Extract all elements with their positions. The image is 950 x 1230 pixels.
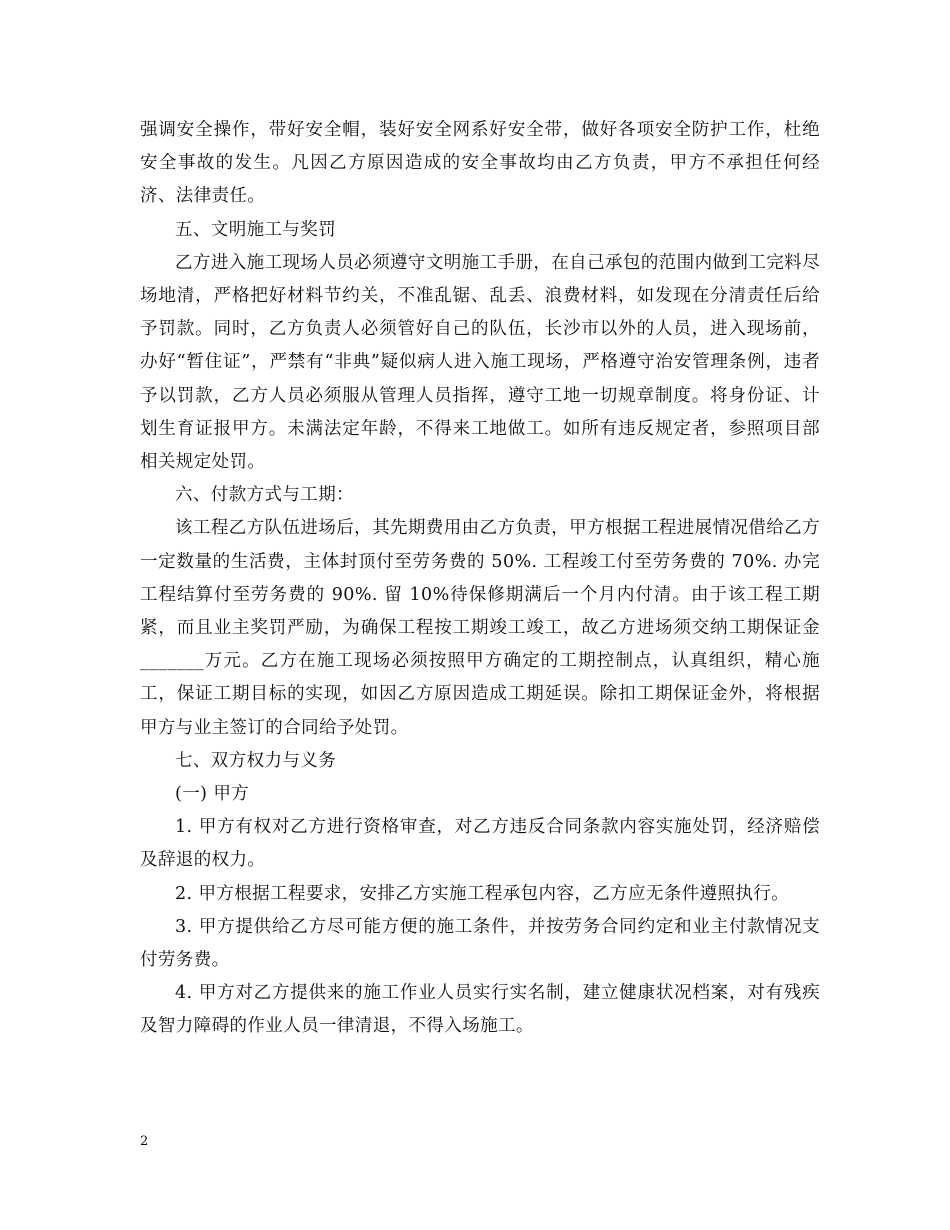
clause-1: 1. 甲方有权对乙方进行资格审查，对乙方违反合同条款内容实施处罚，经济赔偿及辞退的权力。 — [140, 817, 820, 871]
page-number: 2 — [140, 1134, 149, 1149]
paragraph-civilized-construction: 乙方进入施工现场人员必须遵守文明施工手册，在自己承包的范围内做到工完料尽场地清，严格把好材料节约关，不准乱锯、乱丢、浪费材料，如发现在分清责任后给予罚款。同时，乙方负责人必须管好自己的队伍，长沙市以外的人员，进入现场前，办好“暂住证”，严禁有“非典”疑似病人进入施工现场，严格遵守治安管理条例，违者予以罚款，乙方人员必须服从管理人员指挥，遵守工地一切规章制度。将身份证、计划生育证报甲方。未满法定年龄，不得来工地做工。如所有违反规定者，参照项目部相关规定处罚。 — [140, 252, 820, 473]
clause-4: 4. 甲方对乙方提供来的施工作业人员实行实名制，建立健康状况档案，对有残疾及智力障碍的作业人员一律清退，不得入场施工。 — [140, 983, 820, 1037]
section-heading-5: 五、文明施工与奖罚 — [175, 219, 337, 240]
document-body — [140, 114, 820, 1044]
section-heading-6: 六、付款方式与工期： — [175, 485, 354, 506]
paragraph-payment-schedule: 该工程乙方队伍进场后，其先期费用由乙方负责，甲方根据工程进展情况借给乙方一定数量的生活费，主体封顶付至劳务费的 50%. 工程竣工付至劳务费的 70%. 办完工程结算付至劳务费的 90%. 留 10%待保修期满后一个月内付清。由于该工程工期紧，而且业主奖罚严励，为确保工程按工期竣工竣工，故乙方进场须交纳工期保证金_______万元。乙方在施工现场必须按照甲方确定的工期控制点，认真组织，精心施工，保证工期目标的实现，如因乙方原因造成工期延误。除扣工期保证金外，将根据甲方与业主签订的合同给予处罚。 — [140, 518, 820, 738]
paragraph-safety-continued: 强调安全操作，带好安全帽，装好安全网系好安全带，做好各项安全防护工作，杜绝安全事故的发生。凡因乙方原因造成的安全事故均由乙方负责，甲方不承担任何经济、法律责任。 — [140, 120, 820, 207]
clause-3: 3. 甲方提供给乙方尽可能方便的施工条件，并按劳务合同约定和业主付款情况支付劳务费。 — [140, 916, 820, 971]
clause-2: 2. 甲方根据工程要求，安排乙方实施工程承包内容，乙方应无条件遵照执行。 — [175, 883, 790, 904]
subsection-heading-party-a: (一) 甲方 — [175, 784, 250, 805]
section-heading-7: 七、双方权力与义务 — [175, 750, 337, 771]
